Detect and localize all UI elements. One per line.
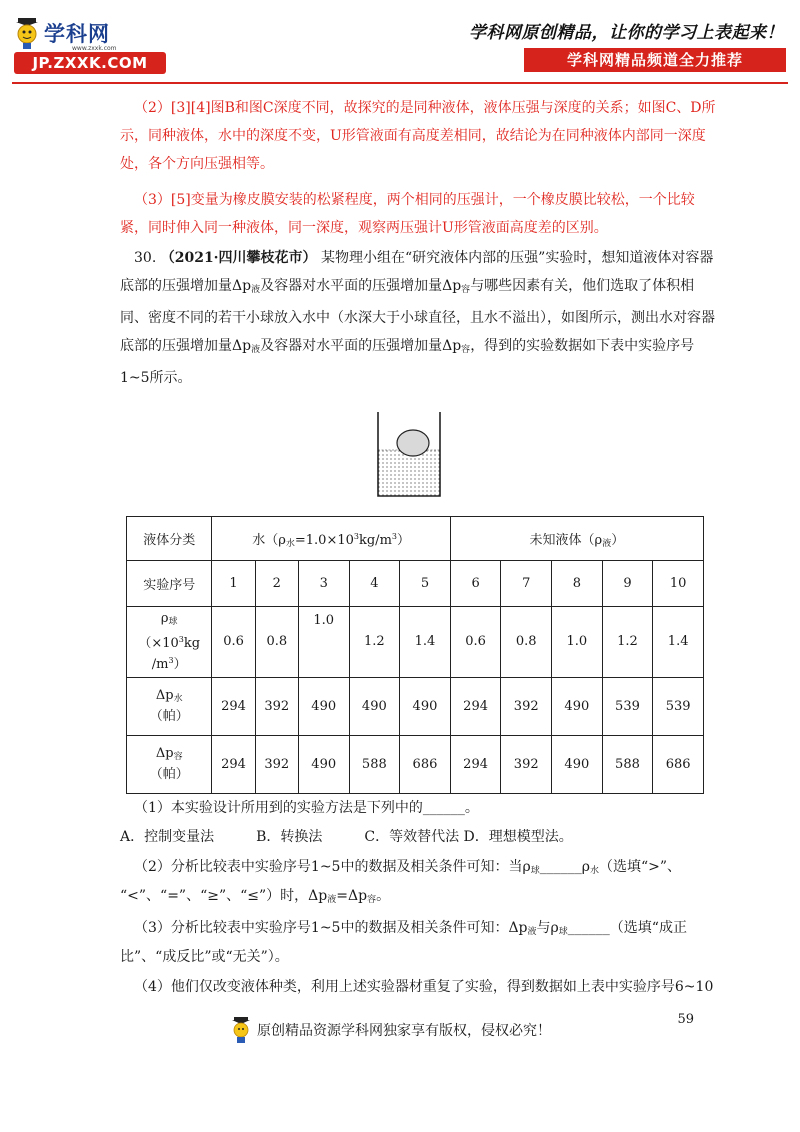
subquestion-2: （2）分析比较表中实验序号1~5中的数据及相关条件可知：当$\rho_球\_\_\_\_\_\_\rho_水$（选填“>”、 <box>134 859 681 876</box>
cell-rho: 0.8 <box>255 607 298 677</box>
ball-icon <box>397 430 429 456</box>
table-row-dp-container <box>127 735 704 793</box>
cell-dp-container: 686 <box>653 735 704 793</box>
cell-seq: 3 <box>298 561 349 607</box>
header-unknown-liquid: 未知液体$(\rho_液)$ <box>450 517 703 561</box>
water-body <box>378 450 440 496</box>
subquestion-2-cont: “<”、“=”、“≥”、“≤”）时，$\Delta p_液=\Delta p_容$。 <box>120 888 391 905</box>
header-category: 液体分类 <box>127 517 212 561</box>
header-water: 水$(\rho_水=1.0\times 10^3kg/m^3)$ <box>212 517 450 561</box>
row-label-dp-container: $\Delta p_容$ （帕） <box>127 735 212 793</box>
subquestion-1-options: A．控制变量法 B．转换法 C．等效替代法 D．理想模型法。 <box>120 829 573 845</box>
mascot-icon <box>231 1016 253 1044</box>
cell-rho: 0.6 <box>450 607 501 677</box>
cell-dp-container: 490 <box>552 735 603 793</box>
header-slogan: 学科网原创精品，让你的学习上表起来！ <box>469 23 784 43</box>
cell-seq: 4 <box>349 561 400 607</box>
question-number: 30. <box>134 250 157 266</box>
cell-dp-container: 490 <box>298 735 349 793</box>
cell-dp-container: 588 <box>602 735 653 793</box>
subquestion-1: （1）本实验设计所用到的实验方法是下列中的______。 <box>134 800 479 816</box>
cell-seq: 9 <box>602 561 653 607</box>
cell-seq: 7 <box>501 561 552 607</box>
cell-seq: 5 <box>400 561 451 607</box>
subquestion-4: （4）他们仅改变液体种类，利用上述实验器材重复了实验，得到数据如上表中实验序号6~10 <box>134 979 714 995</box>
cell-dp-water: 490 <box>400 677 451 735</box>
cell-rho: 1.0 <box>298 607 349 677</box>
logo-text: 学科网 <box>44 22 110 46</box>
cell-seq: 6 <box>450 561 501 607</box>
cell-dp-container: 392 <box>255 735 298 793</box>
cell-rho: 0.6 <box>212 607 255 677</box>
question-source: （2021·四川攀枝花市） <box>160 250 317 266</box>
cell-rho: 1.4 <box>400 607 451 677</box>
cell-dp-container: 294 <box>450 735 501 793</box>
cell-dp-container: 392 <box>501 735 552 793</box>
subquestion-3: （3）分析比较表中实验序号1~5中的数据及相关条件可知：$\Delta p_液$与$\rho_球\_\_\_\_\_\_$（选填“成正 <box>134 920 687 937</box>
table-header-row <box>127 517 704 561</box>
logo-site: JP.ZXXK.COM <box>14 52 166 74</box>
data-table <box>126 516 704 794</box>
table-row-rho <box>127 607 704 677</box>
answer-part-3: （3）[5]变量为橡皮膜安装的松紧程度，两个相同的压强计，一个橡皮膜比较松，一个比较紧，同时伸入同一种液体，同一深度，观察两压强计U形管液面高度差的区别。 <box>120 192 695 236</box>
header-divider <box>12 82 788 84</box>
mascot-icon <box>14 16 44 50</box>
cell-dp-water: 539 <box>602 677 653 735</box>
cell-dp-container: 294 <box>212 735 255 793</box>
channel-banner: 学科网精品频道全力推荐 <box>524 48 786 72</box>
footer-copyright: 原创精品资源学科网独家享有版权，侵权必究！ <box>257 1020 551 1040</box>
row-label-seq: 实验序号 <box>127 561 212 607</box>
table-row-dp-water <box>127 677 704 735</box>
cell-seq: 1 <box>212 561 255 607</box>
cell-dp-water: 294 <box>450 677 501 735</box>
table-row-seq <box>127 561 704 607</box>
cell-dp-water: 490 <box>298 677 349 735</box>
cell-rho: 1.0 <box>552 607 603 677</box>
site-logo <box>14 14 164 74</box>
logo-url: www.zxxk.com <box>72 45 117 52</box>
row-label-dp-water: $\Delta p_水$ （帕） <box>127 677 212 735</box>
cell-rho: 1.4 <box>653 607 704 677</box>
cell-dp-water: 490 <box>552 677 603 735</box>
cell-dp-water: 392 <box>501 677 552 735</box>
cell-dp-water: 392 <box>255 677 298 735</box>
subquestion-3-cont: 比”、“成反比”或“无关”）。 <box>120 949 289 965</box>
cell-rho: 1.2 <box>349 607 400 677</box>
row-label-rho: $\rho_球$ （$\times 10^3kg$ $/m^3$） <box>127 607 212 677</box>
answer-part-2: （2）[3][4]图B和图C深度不同，故探究的是同种液体，液体压强与深度的关系；如图C、D所示，同种液体，水中的深度不变，U形管液面有高度差相同，故结论为在同种液体内部同一深度处，各个方向压强相等。 <box>120 100 716 172</box>
cell-dp-water: 490 <box>349 677 400 735</box>
cell-seq: 2 <box>255 561 298 607</box>
cell-seq: 10 <box>653 561 704 607</box>
container-figure <box>370 410 460 500</box>
cell-rho: 1.2 <box>602 607 653 677</box>
cell-dp-container: 588 <box>349 735 400 793</box>
cell-dp-water: 294 <box>212 677 255 735</box>
cell-seq: 8 <box>552 561 603 607</box>
cell-dp-container: 686 <box>400 735 451 793</box>
cell-dp-water: 539 <box>653 677 704 735</box>
page-number: 59 <box>677 1012 694 1027</box>
question-intro: 30. （2021·四川攀枝花市） 某物理小组在“研究液体内部的压强”实验时，想知道液体对容器底部的压强增加量$\Delta p_液$及容器对水平面的压强增加量$\Delta p_容$与哪些因素有关，他们选取了体积相同、密度不同的若干小球放入水中（水深大于小球直径，且水不溢出），如图所示，测出水对容器底部的压强增加量$\Delta p_液$及容器对水平面的压强增加量$\Delta p_容$，得到的实验数据如下表中实验序号1~5所示。 <box>120 250 715 386</box>
cell-rho: 0.8 <box>501 607 552 677</box>
